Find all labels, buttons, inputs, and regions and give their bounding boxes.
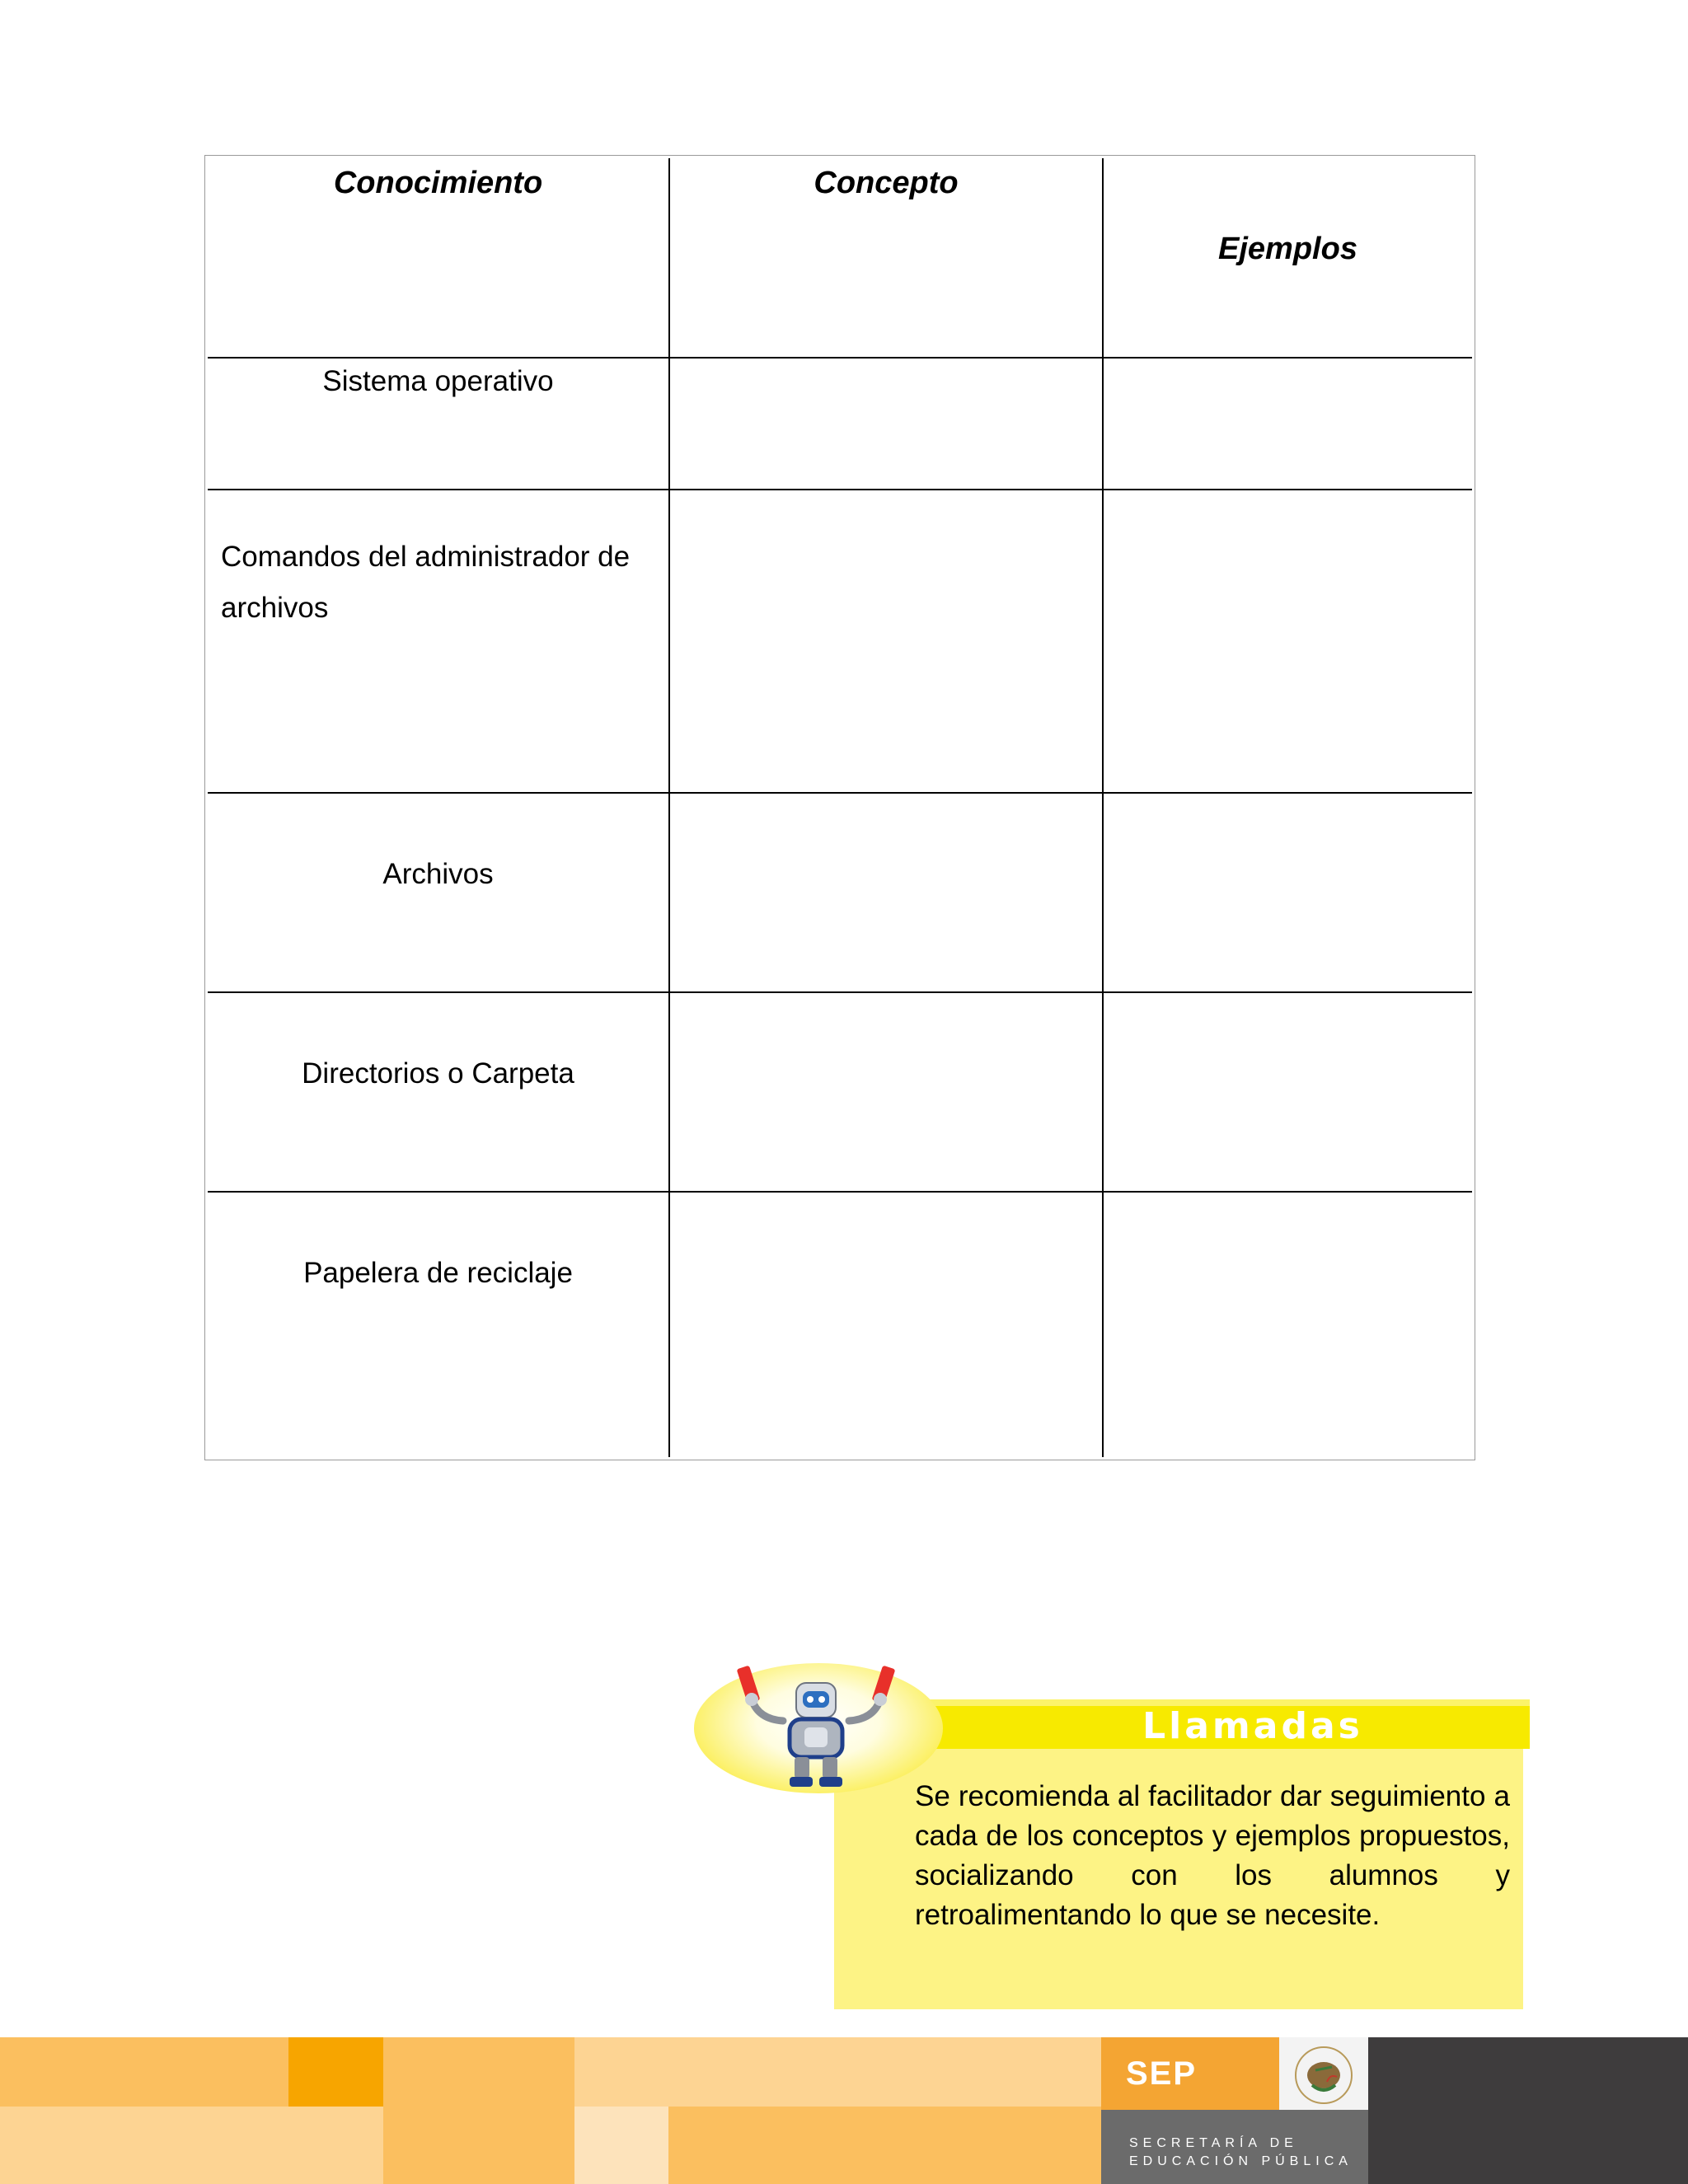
row-label-cell	[208, 793, 669, 992]
sep-subtitle-line1: SECRETARÍA DE	[1129, 2136, 1298, 2150]
row-label: Directorios o Carpeta	[302, 1057, 574, 1090]
sep-subtitle	[1101, 2110, 1368, 2184]
callout-title: Llamadas	[1142, 1705, 1363, 1747]
example-cell	[1103, 1192, 1472, 1457]
row-label: Archivos	[382, 858, 494, 890]
footer-block	[383, 2107, 574, 2184]
example-cell	[1103, 793, 1472, 992]
example-cell	[1103, 992, 1472, 1192]
row-label: Comandos del administrador de archivos	[221, 541, 631, 624]
callout-text: Se recomienda al facilitador dar seguimiento a cada de los conceptos y ejemplos propuestos, socializando con los alumnos y retroalimentando lo que se necesite.	[915, 1780, 1510, 1931]
footer-block	[288, 2037, 383, 2107]
knowledge-table	[204, 155, 1475, 1460]
sep-logo: SEP	[1101, 2037, 1279, 2110]
table-row	[208, 1192, 1472, 1457]
row-label-cell	[208, 358, 669, 490]
header-conocimiento: Conocimiento	[333, 166, 543, 200]
table-row	[208, 490, 1472, 793]
header-cell-conocimiento	[208, 158, 669, 358]
footer-block	[668, 2107, 1101, 2184]
row-label: Sistema operativo	[322, 365, 554, 397]
concept-cell	[669, 358, 1103, 490]
example-cell	[1103, 490, 1472, 793]
table-header-row	[208, 158, 1472, 358]
header-concepto: Concepto	[814, 166, 959, 200]
footer-block	[383, 2037, 574, 2107]
footer-block	[574, 2037, 1101, 2107]
footer-block	[0, 2037, 288, 2107]
concept-cell	[669, 1192, 1103, 1457]
footer-block	[574, 2107, 668, 2184]
header-cell-concepto	[669, 158, 1103, 358]
sep-subtitle-line2: EDUCACIÓN PÚBLICA	[1129, 2154, 1353, 2168]
concept-cell	[669, 490, 1103, 793]
mexico-seal	[1279, 2037, 1368, 2110]
table-row	[208, 358, 1472, 490]
row-label-cell	[208, 490, 669, 793]
eagle-seal-icon	[1279, 2037, 1368, 2110]
example-cell	[1103, 358, 1472, 490]
header-ejemplos: Ejemplos	[1218, 232, 1357, 266]
row-label-cell	[208, 992, 669, 1192]
robot-icon	[725, 1661, 907, 1793]
concept-cell	[669, 793, 1103, 992]
footer-block	[0, 2107, 383, 2184]
concept-cell	[669, 992, 1103, 1192]
row-label: Papelera de reciclaje	[303, 1257, 573, 1289]
header-cell-ejemplos	[1103, 158, 1472, 358]
knowledge-table-grid	[208, 158, 1472, 1457]
table-row	[208, 992, 1472, 1192]
row-label-cell	[208, 1192, 669, 1457]
footer-dark-block	[1368, 2037, 1688, 2184]
table-row	[208, 793, 1472, 992]
